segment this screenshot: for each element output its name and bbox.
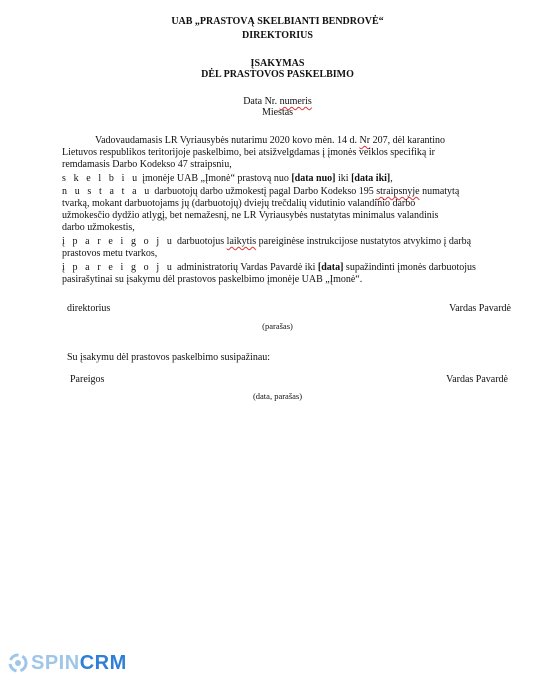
order-title: ĮSAKYMAS: [250, 58, 305, 69]
company-name: UAB „PRASTOVĄ SKELBIANTI BENDROVĖ“: [171, 16, 384, 27]
spincrm-logo: [8, 651, 127, 675]
nustatau-line-4: darbo užmokestis,: [62, 222, 135, 233]
logo-text-crm: CRM: [79, 651, 127, 674]
date-from-placeholder: [data nuo]: [291, 173, 336, 184]
nustatau-line-3: užmokesčio dydžio atlygį, bet nemažesnį, ne LR Vyriausybės nustatytas minimalus valandinis: [62, 210, 439, 221]
signature-caption: (parašas): [262, 321, 293, 331]
skelbiu-paragraph: s k e l b i u įmonėje UAB „Įmonė“ prastovą nuo [data nuo] iki [data iki],: [62, 173, 393, 184]
intro-line-2: Lietuvos respublikos teritorijoje paskelbimo, bei atsižvelgdamas į įmonės veiklos specifiką ir: [62, 147, 435, 158]
acknowledgement-caption: (data, parašas): [252, 391, 303, 401]
acknowledgement-text: Su įsakymu dėl prastovos paskelbimo susipažinau:: [67, 352, 271, 363]
nustatau-line-2: tvarką, mokant darbuotojams jų (darbuotojų) dviejų trečdalių vidutinio valandinio darbo: [62, 198, 416, 209]
intro-line-1: Vadovaudamasis LR Vyriausybės nutarimu 2020 kovo mėn. 14 d. Nr 207, dėl karantino: [95, 135, 446, 146]
date-placeholder: [data]: [317, 262, 344, 273]
spin-logo-icon: [8, 653, 28, 673]
date-number-word: numeris: [279, 96, 312, 107]
date-to-placeholder: [data iki]: [351, 173, 391, 184]
order-subtitle: DĖL PRASTOVOS PASKELBIMO: [201, 69, 354, 80]
signature-position: direktorius: [67, 303, 111, 314]
director-heading: DIREKTORIUS: [242, 30, 313, 41]
nustatau-paragraph: n u s t a t a u darbuotojų darbo užmokestį pagal Darbo Kodekso 195 straipsnyje numatytą: [62, 186, 460, 197]
intro-line-3: remdamasis Darbo Kodekso 47 straipsniu,: [62, 159, 232, 170]
ipareigoju-1-line-2: prastovos metu tvarkos,: [62, 248, 158, 259]
signature-name: Vardas Pavardė: [449, 303, 511, 314]
acknowledgement-position: Pareigos: [70, 374, 105, 385]
logo-text-spin: SPIN: [31, 651, 80, 674]
city: Miestas: [261, 107, 294, 118]
acknowledgement-name: Vardas Pavardė: [446, 374, 508, 385]
date-number-line: Data Nr. numeris: [243, 96, 312, 107]
ipareigoju-paragraph-2: į p a r e i g o j u administratorių Vardas Pavardė iki [data] supažindinti įmonės darbuotojus: [62, 262, 476, 273]
ipareigoju-2-line-2: pasirašytinai su įsakymu dėl prastovos paskelbimo įmonėje UAB „Įmonė“.: [62, 274, 363, 285]
ipareigoju-paragraph-1: į p a r e i g o j u darbuotojus laikytis pareiginėse instrukcijose nustatytos atvykimo į darbą: [62, 236, 472, 247]
